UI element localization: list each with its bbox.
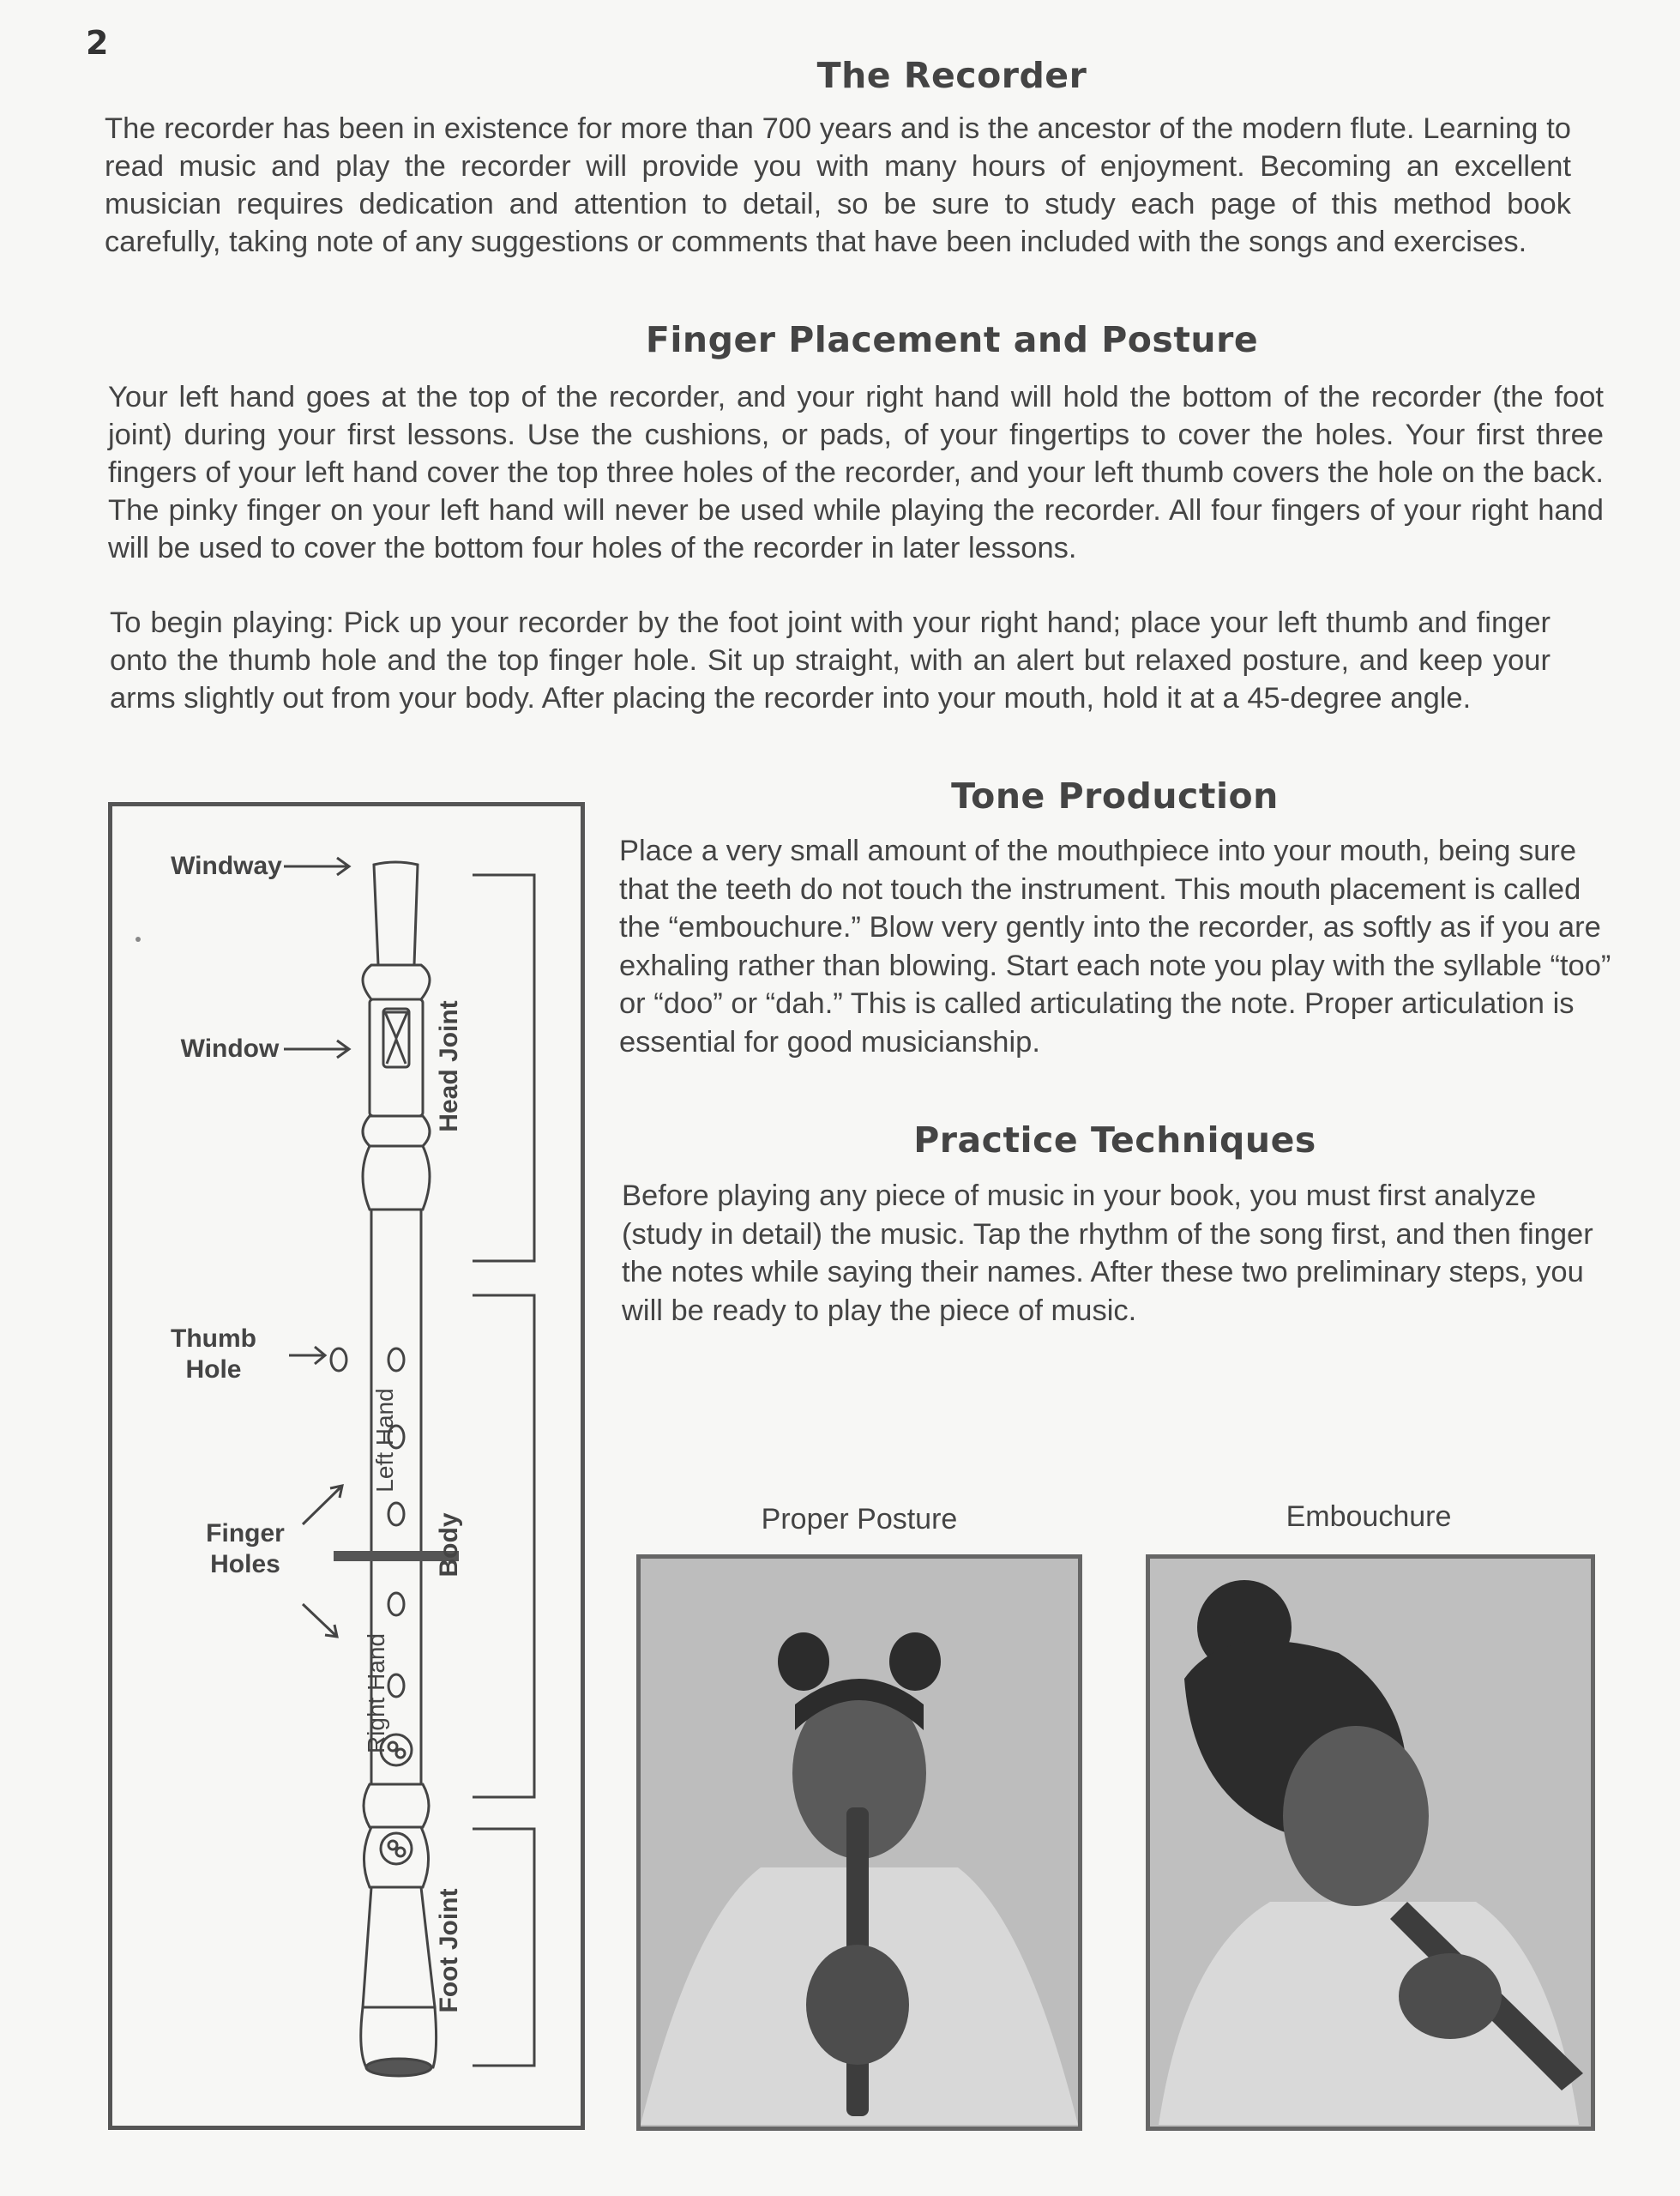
tone-paragraph: Place a very small amount of the mouthpiece into your mouth, being sure that the teeth do not touch the instrument. This mouth placement is called the “embouchure.” Blow very gently into the recorder, as softly as if you are exhaling rather than blowing. Start each note you play with the syllable “too” or “doo” or “dah.” This is called articulating the note. Proper articulation is essential for good musicianship. <box>619 835 1611 1059</box>
page-number: 2 <box>86 24 109 62</box>
recorder-paragraph: The recorder has been in existence for more than 700 years and is the ancestor of the modern flute. Learning to read music and play the recorder will provide you with many hours of enjoyment. Becoming an excellent musician requires dedication and attention to detail, so be sure to study each page of this method book carefully, taking note of any suggestions or comments that have been included with the songs and exercises. <box>105 112 1571 258</box>
heading-tone-production: Tone Production <box>951 775 1279 817</box>
photo-proper-posture <box>636 1554 1082 2131</box>
label-left-hand: Left Hand <box>371 1388 398 1493</box>
label-right-hand: Right Hand <box>363 1632 389 1754</box>
posture-paragraph-1: Your left hand goes at the top of the recorder, and your right hand will hold the bottom of the recorder (the foot joint) during your first lessons. Use the cushions, or pads, of your fingertips to cover the holes. Your first three fingers of your left hand cover the top three holes of the recorder, and your left thumb covers the hole on the back. The pinky finger on your left hand will never be used while playing the recorder. All four fingers of your right hand will be used to cover the bottom four holes of the recorder in later lessons. <box>108 381 1604 564</box>
caption-embouchure: Embouchure <box>1286 1500 1452 1533</box>
heading-practice-techniques: Practice Techniques <box>913 1119 1316 1161</box>
label-body: Body <box>435 1512 463 1578</box>
label-head-joint: Head Joint <box>435 1000 463 1132</box>
label-windway: Windway <box>171 852 282 880</box>
photo-embouchure <box>1146 1554 1595 2131</box>
heading-the-recorder: The Recorder <box>816 55 1087 96</box>
label-foot-joint: Foot Joint <box>435 1888 463 2013</box>
posture-paragraph-2: To begin playing: Pick up your recorder by the foot joint with your right hand; place your left thumb and finger onto the thumb hole and the top finger hole. Sit up straight, with an alert but relaxed posture, and keep your arms slightly out from your body. After placing the recorder into your mouth, hold it at a 45-degree angle. <box>110 606 1551 715</box>
caption-proper-posture: Proper Posture <box>761 1503 958 1535</box>
heading-finger-placement: Finger Placement and Posture <box>645 319 1259 360</box>
label-thumb-hole: Thumb Hole <box>171 1324 256 1384</box>
practice-paragraph: Before playing any piece of music in your book, you must first analyze (study in detail) the music. Tap the rhythm of the song first, and then finger the notes while saying their names. After these two preliminary steps, you will be ready to play the piece of music. <box>622 1179 1593 1327</box>
recorder-drawing <box>112 806 581 2126</box>
label-window: Window <box>180 1035 280 1063</box>
recorder-diagram <box>108 802 585 2130</box>
label-finger-holes: Finger Holes <box>206 1519 285 1578</box>
